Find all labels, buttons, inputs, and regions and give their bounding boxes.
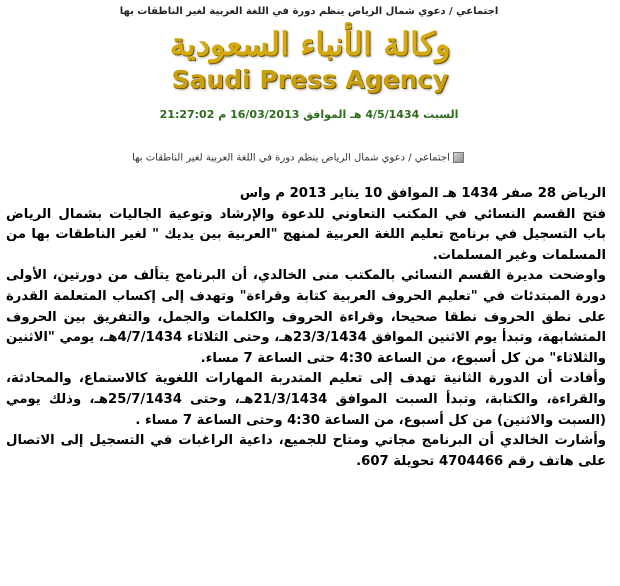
bullet-icon <box>453 152 464 163</box>
article-paragraph: واوضحت مديرة القسم النسائي بالمكتب منى الخالدي، أن البرنامج يتألف من دورتين، الأولى دورة المبتدئات في "تعليم الحروف العربية كتابة وقراءة" وتهدف إلى إكساب المتعلمة القدرة على نطق الحروف نطقا صحيحا، وقراءة الحروف والكلمات والجمل، والتفريق بين الحروف المتشابهة، وتبدأ يوم الاثنين الموافق 23/3/1434هـ، وحتى الثلاثاء 4/7/1434هـ، يومي "الاثنين والثلاثاء" من كل أسبوع، من الساعة 4:30 حتى الساعة 7 مساء. <box>6 268 606 366</box>
breadcrumb-link[interactable]: اجتماعي / دعوي شمال الرياض ينظم دورة في اللغة العربية لغير الناطقات بها <box>132 152 450 164</box>
datetime-stamp: السبت 4/5/1434 هـ الموافق 16/03/2013 م 21:27:02 <box>159 108 459 121</box>
article-paragraph: فتح القسم النسائي في المكتب التعاوني للدعوة والإرشاد وتوعية الجاليات بشمال الرياض باب التسجيل في برنامج تعليم اللغة العربية لمنهج "العربية بين يديك " لغير الناطقات بها من المسلمات وغير المسلمات. <box>6 206 606 263</box>
breadcrumb <box>0 152 596 164</box>
article-body <box>6 184 606 472</box>
logo-english-text: Saudi Press Agency <box>171 65 449 94</box>
top-breadcrumb[interactable]: اجتماعي / دعوي شمال الرياض ينظم دورة في اللغة العربية لغير الناطقات بها <box>119 6 499 17</box>
spa-logo[interactable] <box>100 24 520 104</box>
article-dateline: الرياض 28 صفر 1434 هـ الموافق 10 يناير 2013 م واس <box>239 186 606 201</box>
article-paragraph: وأفادت أن الدورة الثانية تهدف إلى تعليم المتدربة المهارات اللغوية كالاستماع، والمحادثة، والقراءة، والكتابة، وتبدأ السبت الموافق 21/3/1434هـ، وحتى 25/7/1434هـ، وذلك يومي (السبت والاثنين) من كل أسبوع، من الساعة 4:30 وحتى الساعة 7 مساء . <box>6 371 606 428</box>
article-paragraph: وأشارت الخالدي أن البرنامج مجاني ومتاح للجميع، داعية الراغبات في التسجيل إلى الاتصال على هاتف رقم 4704466 تحويلة 607. <box>6 433 606 469</box>
logo-arabic-text: وكالة الأنباء السعودية <box>169 25 451 63</box>
